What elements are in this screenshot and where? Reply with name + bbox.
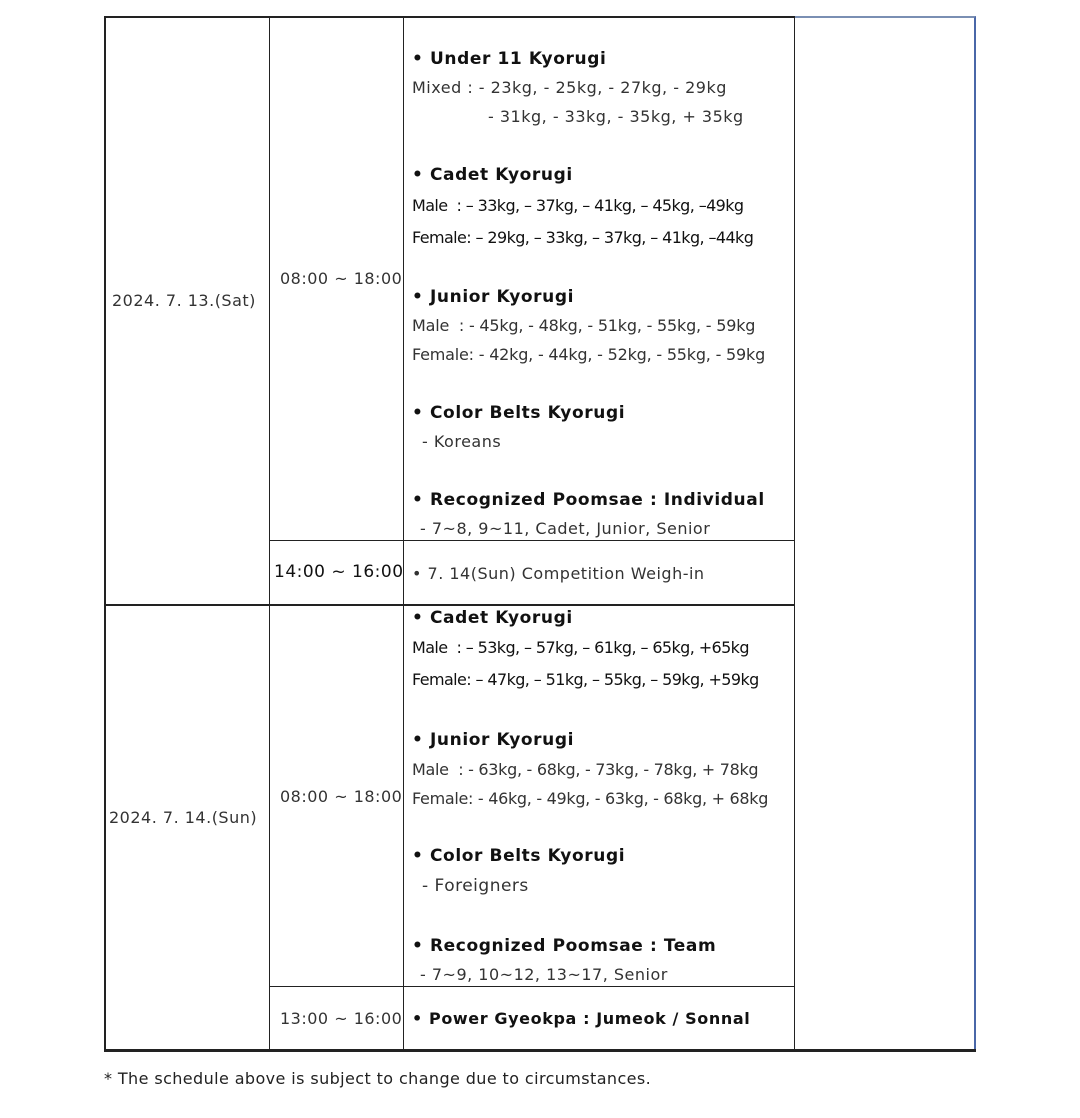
event-detail: Female: - 46kg, - 49kg, - 63kg, - 68kg, + 68kg — [412, 789, 769, 808]
event-heading: • Junior Kyorugi — [412, 730, 575, 750]
time-cell-sat-1: 08:00 ~ 18:00 — [280, 269, 403, 288]
table-border-date-col — [269, 16, 270, 1051]
row-divider-sun-slot — [269, 986, 795, 987]
table-border-bottom — [104, 1049, 976, 1052]
time-cell-sun-2: 13:00 ~ 16:00 — [280, 1009, 403, 1028]
event-detail: - 7~8, 9~11, Cadet, Junior, Senior — [420, 519, 711, 538]
event-heading: • Color Belts Kyorugi — [412, 403, 626, 423]
footnote: * The schedule above is subject to change due to circumstances. — [104, 1069, 652, 1088]
event-detail: - 31kg, - 33kg, - 35kg, + 35kg — [488, 107, 744, 126]
event-heading: • Recognized Poomsae : Team — [412, 936, 717, 956]
event-detail: • 7. 14(Sun) Competition Weigh-in — [412, 564, 705, 583]
event-detail: Male : - 63kg, - 68kg, - 73kg, - 78kg, + 78kg — [412, 760, 759, 779]
event-heading: • Cadet Kyorugi — [412, 608, 573, 628]
event-detail: - 7~9, 10~12, 13~17, Senior — [420, 965, 668, 984]
row-divider-sat-slot — [269, 540, 795, 541]
event-detail: Female: – 29kg, – 33kg, – 37kg, – 41kg, –44kg — [412, 228, 754, 247]
event-detail: Female: - 42kg, - 44kg, - 52kg, - 55kg, - 59kg — [412, 345, 766, 364]
event-heading: • Under 11 Kyorugi — [412, 49, 607, 69]
event-heading: • Junior Kyorugi — [412, 287, 575, 307]
table-border-top — [104, 16, 795, 18]
event-detail: Male : – 53kg, – 57kg, – 61kg, – 65kg, +65kg — [412, 638, 749, 657]
time-cell-sun-1: 08:00 ~ 18:00 — [280, 787, 403, 806]
event-heading: • Power Gyeokpa : Jumeok / Sonnal — [412, 1009, 751, 1028]
row-divider-day — [104, 604, 795, 606]
table-border-events-col — [794, 16, 795, 1051]
event-detail: - Koreans — [422, 432, 502, 451]
date-cell-sat: 2024. 7. 13.(Sat) — [112, 291, 256, 310]
event-detail: - Foreigners — [422, 876, 529, 896]
event-detail: Female: – 47kg, – 51kg, – 55kg, – 59kg, +59kg — [412, 670, 759, 689]
table-border-left — [104, 16, 106, 1051]
date-cell-sun: 2024. 7. 14.(Sun) — [109, 808, 258, 827]
event-heading: • Cadet Kyorugi — [412, 165, 573, 185]
event-detail: Male : – 33kg, – 37kg, – 41kg, – 45kg, –49kg — [412, 196, 744, 215]
event-detail: Mixed : - 23kg, - 25kg, - 27kg, - 29kg — [412, 78, 727, 97]
event-heading: • Recognized Poomsae : Individual — [412, 490, 765, 510]
table-border-time-col — [403, 16, 404, 1051]
event-heading: • Color Belts Kyorugi — [412, 846, 626, 866]
event-detail: Male : - 45kg, - 48kg, - 51kg, - 55kg, - 59kg — [412, 316, 756, 335]
time-cell-sat-2: 14:00 ~ 16:00 — [274, 562, 404, 582]
